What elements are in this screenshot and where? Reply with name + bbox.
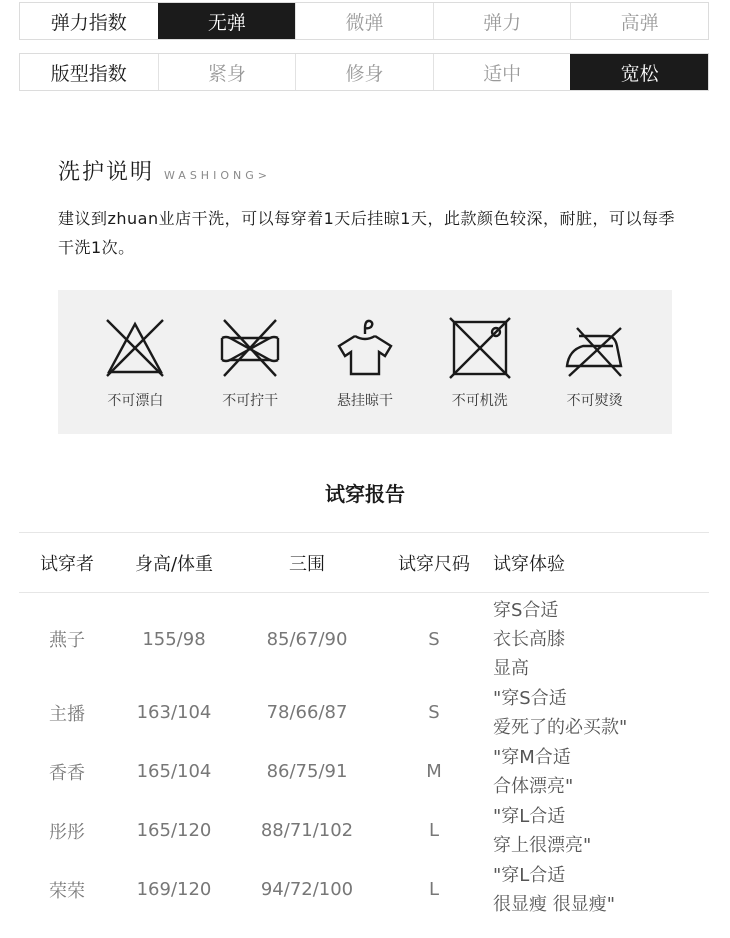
fit-index-row	[19, 53, 709, 91]
care-label-no-bleach: 不可漂白	[107, 393, 164, 409]
table-row	[19, 801, 709, 860]
care-item-no-iron	[545, 290, 645, 434]
cell-measurements: 94/72/100	[260, 879, 354, 900]
cell-measurements: 85/67/90	[266, 628, 348, 650]
cell-size: L	[428, 879, 440, 900]
no-bleach-icon	[103, 316, 167, 380]
experience-line: "穿S合适	[493, 687, 567, 709]
cell-experience	[487, 596, 709, 683]
cell-size: L	[428, 820, 440, 841]
no-wring-icon	[218, 316, 282, 380]
cell-experience	[487, 684, 709, 742]
cell-name: 香香	[49, 762, 85, 784]
care-label-no-wring: 不可拧干	[222, 393, 279, 409]
care-icons-panel	[58, 290, 672, 434]
experience-line: 显高	[493, 657, 529, 679]
cell-measurements: 88/71/102	[260, 820, 354, 841]
cell-experience	[487, 802, 709, 860]
fit-option-slim: 修身	[295, 54, 433, 90]
report-body	[19, 593, 709, 919]
cell-measurements: 78/66/87	[266, 702, 348, 723]
care-item-no-wring	[200, 290, 300, 434]
elastic-index-row	[19, 2, 709, 40]
cell-name: 荣荣	[49, 880, 85, 902]
elastic-option-elastic: 弹力	[433, 3, 571, 39]
cell-name: 燕子	[49, 630, 85, 651]
fit-option-regular: 适中	[433, 54, 571, 90]
cell-height-weight: 155/98	[142, 628, 206, 650]
cell-height-weight: 165/120	[136, 820, 212, 841]
care-label-no-machine-wash: 不可机洗	[451, 393, 508, 409]
experience-line: 穿S合适	[493, 599, 559, 621]
care-label-no-iron: 不可熨烫	[566, 393, 623, 409]
care-description: 建议到zhuan业店干洗，可以每穿着1天后挂晾1天，此款颜色较深，耐脏，可以每季干洗1次。	[58, 209, 675, 257]
elastic-index-label: 弹力指数	[50, 11, 127, 34]
cell-name: 主播	[49, 703, 85, 725]
elastic-option-none: 无弹	[158, 3, 296, 39]
no-machine-wash-icon	[448, 316, 512, 380]
care-title-text: 洗护说明	[58, 160, 155, 185]
cell-size: M	[426, 761, 442, 782]
cell-size: S	[428, 702, 440, 723]
header-tester: 试穿者	[40, 553, 94, 575]
fit-option-loose: 宽松	[570, 54, 708, 90]
care-title	[58, 155, 271, 186]
experience-line: 很显瘦 很显瘦"	[493, 893, 616, 915]
table-row	[19, 683, 709, 742]
elastic-option-slight: 微弹	[295, 3, 433, 39]
care-title-en: WASHIONG>	[164, 169, 271, 182]
hang-dry-icon	[333, 316, 397, 380]
header-measurements: 三围	[289, 553, 325, 575]
header-experience: 试穿体验	[493, 553, 565, 575]
experience-line: 合体漂亮"	[493, 775, 574, 797]
experience-line: 衣长高膝	[493, 628, 565, 650]
fit-index-label: 版型指数	[50, 62, 127, 85]
cell-height-weight: 169/120	[136, 879, 212, 900]
cell-experience	[487, 861, 709, 919]
cell-height-weight: 165/104	[136, 761, 212, 782]
elastic-option-high: 高弹	[570, 3, 708, 39]
header-height-weight: 身高/体重	[134, 553, 214, 575]
experience-line: "穿M合适	[493, 746, 571, 768]
experience-line: "穿L合适	[493, 864, 566, 886]
no-iron-icon	[563, 316, 627, 380]
cell-experience	[487, 743, 709, 801]
cell-height-weight: 163/104	[136, 702, 212, 723]
cell-name: 彤彤	[49, 821, 85, 843]
fit-option-tight: 紧身	[158, 54, 296, 90]
cell-size: S	[428, 628, 440, 650]
report-table	[19, 532, 709, 919]
header-size: 试穿尺码	[398, 553, 470, 575]
experience-line: "穿L合适	[493, 805, 566, 827]
table-row	[19, 860, 709, 919]
report-header-row	[19, 532, 709, 593]
cell-measurements: 86/75/91	[266, 761, 348, 782]
care-label-hang-dry: 悬挂晾干	[336, 393, 393, 409]
table-row	[19, 595, 709, 683]
table-row	[19, 742, 709, 801]
experience-line: 穿上很漂亮"	[493, 834, 592, 856]
care-item-hang-dry	[315, 290, 415, 434]
experience-line: 爱死了的必买款"	[493, 716, 628, 738]
care-item-no-machine-wash	[430, 290, 530, 434]
care-item-no-bleach	[85, 290, 185, 434]
report-title: 试穿报告	[325, 482, 405, 506]
